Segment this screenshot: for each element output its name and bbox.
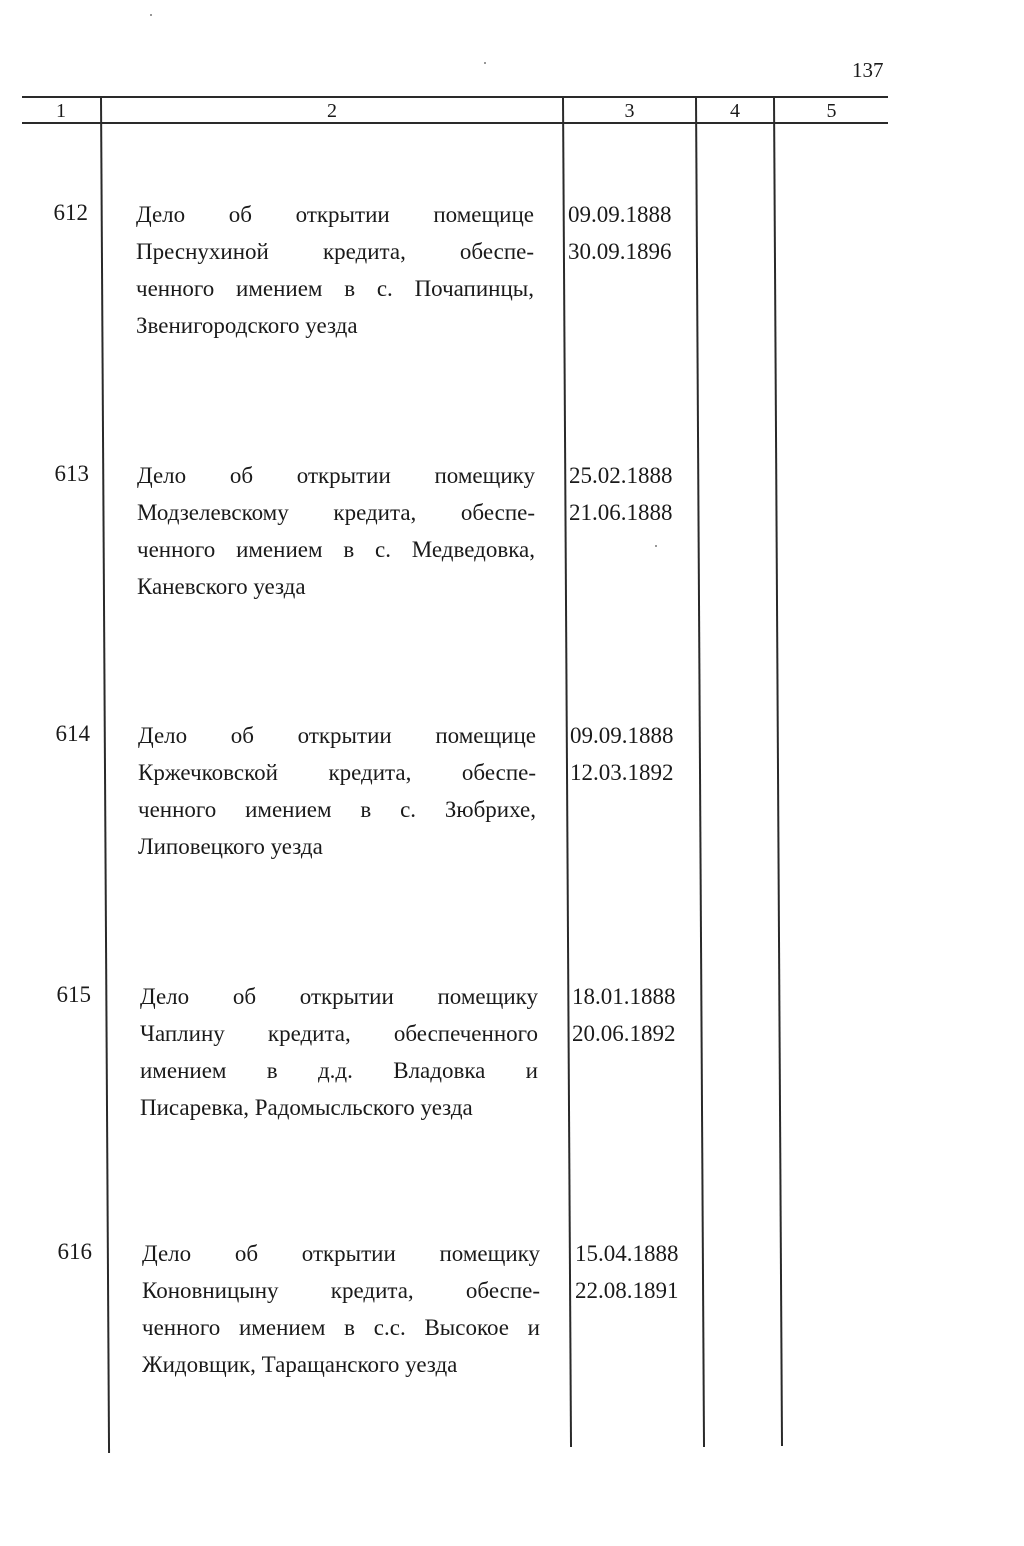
scan-speck — [484, 62, 486, 64]
column-divider-3 — [695, 97, 705, 1447]
record-number: 613 — [54, 461, 89, 486]
record-number: 616 — [57, 1239, 92, 1264]
record-dates — [570, 717, 674, 791]
column-header-2: 2 — [327, 100, 337, 122]
description-line: ченного имением в с. Медведовка, — [137, 537, 535, 562]
record-dates — [575, 1235, 679, 1309]
scan-speck — [150, 14, 152, 16]
record-description — [142, 1235, 540, 1383]
description-line: Коновницыну кредита, обеспе- — [142, 1278, 540, 1303]
column-header-5: 5 — [826, 100, 837, 122]
record-description — [137, 457, 535, 605]
date-end: 30.09.1896 — [568, 239, 672, 264]
record-dates — [568, 196, 672, 270]
record-number: 612 — [53, 200, 88, 225]
description-line: Липовецкого уезда — [138, 834, 323, 859]
description-line: Каневского уезда — [137, 574, 306, 599]
page-number: 137 — [852, 58, 884, 82]
description-line: ченного имением в с.с. Высокое и — [142, 1315, 540, 1340]
column-divider-4 — [773, 97, 783, 1446]
table-header-bottom-rule — [22, 122, 888, 124]
column-header-1: 1 — [56, 100, 66, 122]
description-line: Звенигородского уезда — [136, 313, 358, 338]
description-line: Преснухиной кредита, обеспе- — [136, 239, 534, 264]
record-number: 615 — [56, 982, 91, 1007]
record-number: 614 — [55, 721, 90, 746]
table-header-top-rule — [22, 96, 888, 98]
record-dates — [569, 457, 673, 531]
description-line: Кржечковской кредита, обеспе- — [138, 760, 536, 785]
description-line: Писаревка, Радомысльского уезда — [140, 1095, 473, 1120]
record-description — [136, 196, 534, 344]
date-start: 18.01.1888 — [572, 984, 676, 1009]
date-start: 09.09.1888 — [570, 723, 674, 748]
description-line: ченного имением в с. Зюбрихе, — [138, 797, 536, 822]
record-description — [138, 717, 536, 865]
description-line: Чаплину кредита, обеспеченного — [140, 1021, 538, 1046]
description-line: имением в д.д. Владовка и — [140, 1058, 538, 1083]
date-start: 25.02.1888 — [569, 463, 673, 488]
column-header-4: 4 — [730, 100, 740, 122]
record-dates — [572, 978, 676, 1052]
description-line: Дело об открытии помещику — [140, 984, 538, 1009]
description-line: Жидовщик, Таращанского уезда — [142, 1352, 458, 1377]
date-end: 12.03.1892 — [570, 760, 674, 785]
date-end: 21.06.1888 — [569, 500, 673, 525]
description-line: Дело об открытии помещику — [137, 463, 535, 488]
column-divider-1 — [100, 97, 110, 1453]
description-line: ченного имением в с. Почапинцы, — [136, 276, 534, 301]
scan-speck — [655, 545, 657, 547]
description-line: Модзелевскому кредита, обеспе- — [137, 500, 535, 525]
description-line: Дело об открытии помещице — [138, 723, 536, 748]
description-line: Дело об открытии помещице — [136, 202, 534, 227]
date-end: 20.06.1892 — [572, 1021, 676, 1046]
column-header-3: 3 — [624, 100, 635, 122]
description-line: Дело об открытии помещику — [142, 1241, 540, 1266]
date-start: 09.09.1888 — [568, 202, 672, 227]
date-start: 15.04.1888 — [575, 1241, 679, 1266]
record-description — [140, 978, 538, 1126]
date-end: 22.08.1891 — [575, 1278, 679, 1303]
